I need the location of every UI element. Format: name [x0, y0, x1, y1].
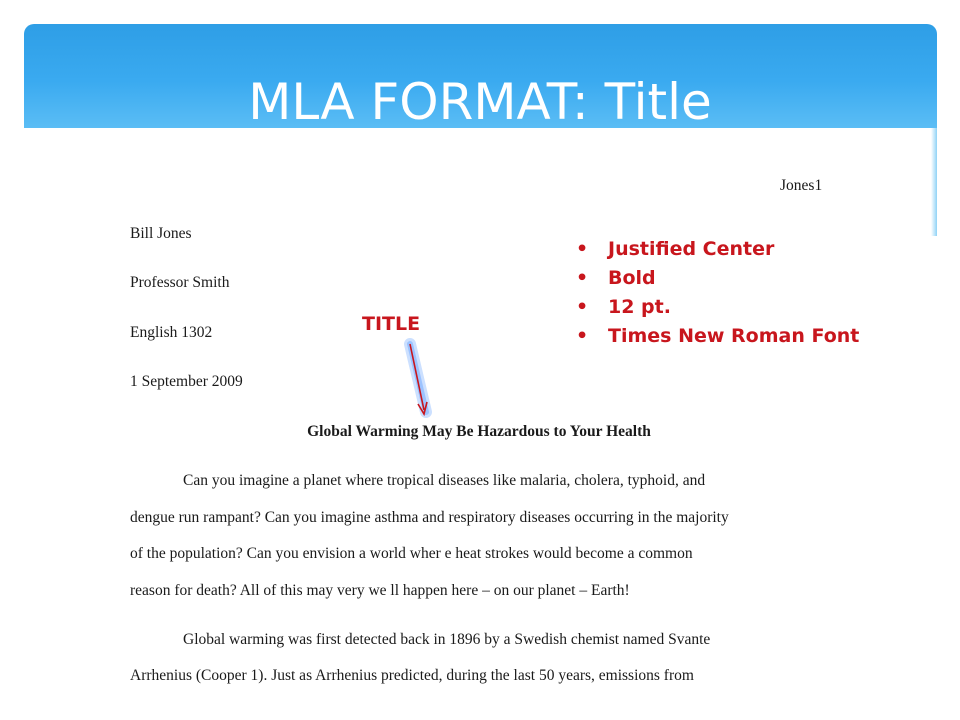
format-note-text: Justified Center: [608, 238, 775, 260]
pointer-arrow-icon: [392, 334, 442, 424]
format-note: [576, 264, 859, 293]
professor-line: Professor Smith: [130, 274, 230, 291]
body-line: Can you imagine a planet where tropical diseases like malaria, cholera, typhoid, and: [183, 472, 706, 489]
body-line: Global warming was first detected back in 1896 by a Swedish chemist named Svante: [183, 631, 711, 648]
body-line: Arrhenius (Cooper 1). Just as Arrhenius predicted, during the last 50 years, emissions from: [130, 667, 694, 684]
format-note-text: Bold: [608, 267, 656, 289]
format-note: [576, 322, 859, 351]
bullet-icon: •: [576, 238, 589, 260]
format-note-text: Times New Roman Font: [608, 325, 860, 347]
body-line: dengue run rampant? Can you imagine asthma and respiratory diseases occurring in the majority: [130, 509, 729, 526]
format-notes-list: [576, 235, 859, 351]
bullet-icon: •: [576, 296, 589, 318]
side-accent-strip: [931, 128, 937, 236]
title-callout-label: TITLE: [362, 313, 421, 335]
author-line: Bill Jones: [130, 225, 192, 242]
bullet-icon: •: [576, 267, 589, 289]
date-line: 1 September 2009: [130, 373, 243, 390]
page-number: Jones1: [780, 177, 823, 194]
format-note-text: 12 pt.: [608, 296, 671, 318]
format-note: [576, 235, 859, 264]
format-note: [576, 293, 859, 322]
course-line: English 1302: [130, 324, 213, 341]
paper-title: Global Warming May Be Hazardous to Your Health: [307, 423, 651, 440]
body-line: reason for death? All of this may very we ll happen here – on our planet – Earth!: [130, 582, 630, 599]
bullet-icon: •: [576, 325, 589, 347]
slide-title: MLA FORMAT: Title: [248, 73, 712, 131]
body-line: of the population? Can you envision a world wher e heat strokes would become a common: [130, 545, 693, 562]
